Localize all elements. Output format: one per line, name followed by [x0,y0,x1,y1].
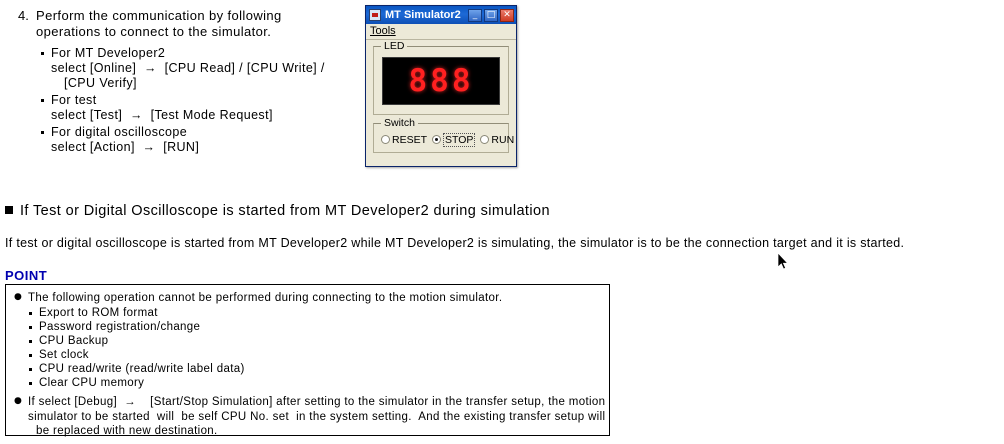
led-digits: 888 [408,63,474,99]
bullet-sub: select [Action] → [RUN] [51,140,200,154]
point-item: ● The following operation cannot be performed during connecting to the motion simulator. [14,291,601,305]
led-display-panel [382,57,500,105]
step-line-1: Perform the communication by following [36,8,282,23]
step-number: 4. [18,8,29,23]
window-title: MT Simulator2 [385,9,461,21]
bullet-head: For test [40,93,358,108]
bullet-head: For digital oscilloscope [40,125,358,140]
led-group-label: LED [381,40,407,52]
bullet-head: For MT Developer2 [40,46,358,61]
led-group [373,40,509,115]
maximize-icon[interactable]: □ [484,9,498,22]
menu-item-tools[interactable]: Tools [370,25,396,37]
radio-reset[interactable] [381,134,427,146]
point-subitem: CPU Backup [14,334,601,348]
point-item-continuation: simulator to be started will be self CPU No. set in the system setting. And the existing transfer setup will [28,411,606,423]
point-subitem: CPU read/write (read/write label data) [14,362,601,376]
point-subitem: Password registration/change [14,320,601,334]
bullet-item [40,93,358,123]
square-bullet-icon [5,206,13,214]
radio-icon [381,135,390,144]
point-box [5,284,610,436]
point-subitem: Export to ROM format [14,306,601,320]
bullet-sub: select [Online] → [CPU Read] / [CPU Write] / [51,61,325,75]
radio-stop-label: STOP [445,134,474,146]
point-subitem: Set clock [14,348,601,362]
radio-reset-label: RESET [392,134,428,146]
minimize-icon[interactable]: _ [468,9,482,22]
step-bullet-list [40,46,358,155]
radio-icon [480,135,489,144]
point-item-continuation: be replaced with new destination. [36,425,218,437]
window-buttons [468,9,514,22]
window-menubar[interactable] [366,24,516,40]
window-body [366,40,516,167]
radio-icon-selected [432,135,441,144]
point-item: ● If select [Debug] → [Start/Stop Simulation] after setting to the simulator in the transfer setup, the motion [14,395,601,409]
switch-radio-row [380,132,515,146]
bullet-item [40,125,358,155]
close-icon[interactable]: ✕ [500,9,514,22]
mt-simulator2-window[interactable] [365,5,517,167]
section-heading-text: If Test or Digital Oscilloscope is started from MT Developer2 during simulation [20,203,550,219]
radio-run[interactable] [480,134,514,146]
radio-run-label: RUN [491,134,515,146]
bullet-sub: select [Test] → [Test Mode Request] [51,108,273,122]
radio-stop[interactable] [432,134,475,146]
switch-group [373,117,515,153]
simulator-app-icon [369,9,381,21]
window-titlebar[interactable] [366,6,516,24]
switch-group-label: Switch [381,117,418,129]
step-line-2: operations to connect to the simulator. [36,24,272,39]
section-heading [5,203,550,219]
point-subitem: Clear CPU memory [14,376,601,390]
bullet-sub-2: [CPU Verify] [64,76,137,90]
point-label: POINT [5,268,48,283]
bullet-item [40,46,358,91]
step-4-block [18,8,358,157]
section-paragraph: If test or digital oscilloscope is started from MT Developer2 while MT Developer2 is simulating, the simulator is to be the connection target and it is started. [5,236,905,250]
mouse-pointer [778,253,790,271]
